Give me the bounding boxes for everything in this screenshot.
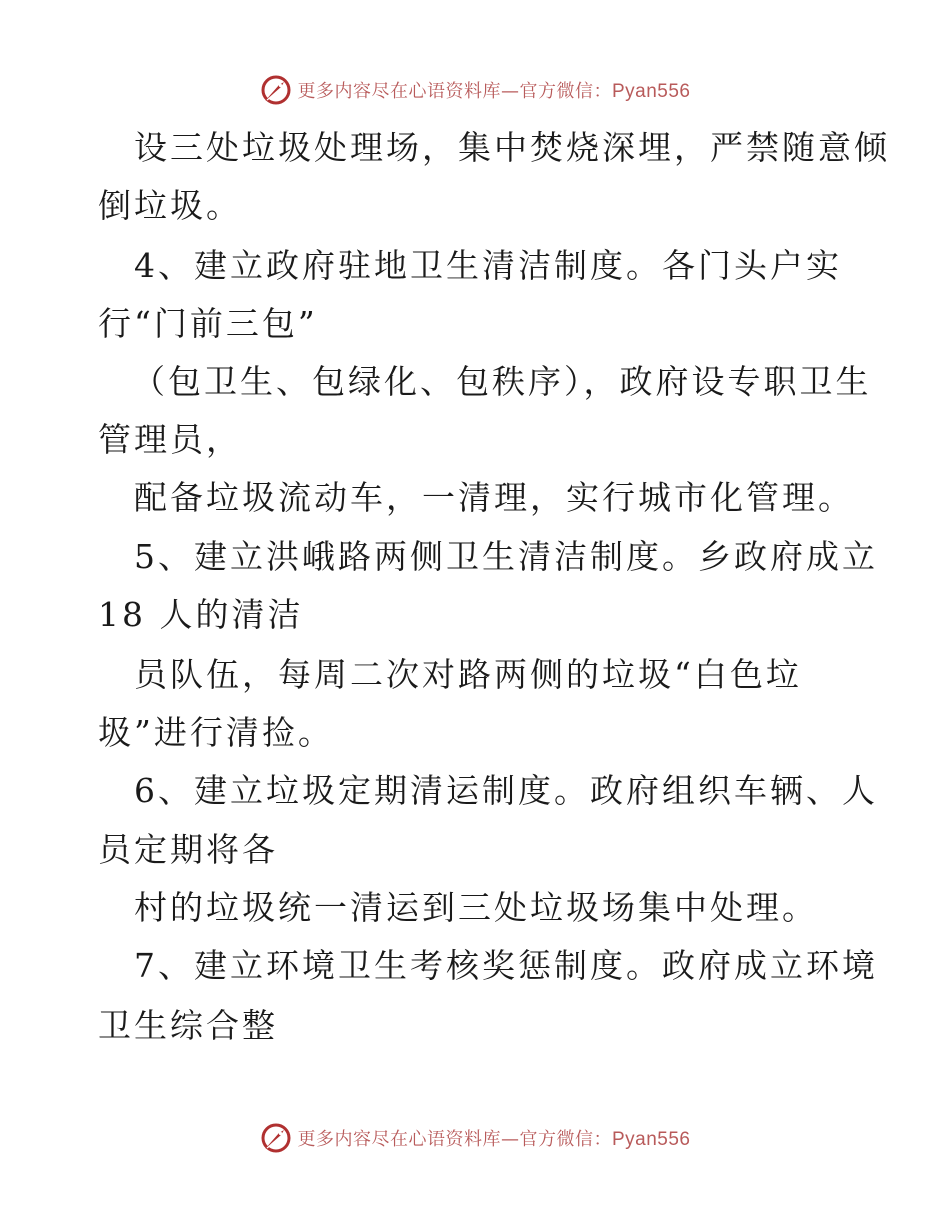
pen-nib-logo-icon: [259, 73, 293, 107]
text-line: 管理员，: [98, 420, 242, 459]
text-line: 配备垃圾流动车，一清理，实行城市化管理。: [134, 478, 854, 517]
text-line: 村的垃圾统一清运到三处垃圾场集中处理。: [134, 888, 818, 927]
text-line: 设三处垃圾处理场，集中焚烧深埋，严禁随意倾: [134, 128, 890, 167]
banner-label: 更多内容尽在心语资料库—官方微信：: [297, 1129, 612, 1150]
text-line: 4、建立政府驻地卫生清洁制度。各门头户实: [134, 246, 842, 285]
footer-banner: [0, 1118, 950, 1158]
text-line: 6、建立垃圾定期清运制度。政府组织车辆、人: [134, 771, 878, 810]
text-line: 圾”进行清捡。: [98, 713, 334, 752]
text-line: 卫生综合整: [98, 1006, 278, 1045]
text-line: 5、建立洪峨路两侧卫生清洁制度。乡政府成立: [134, 537, 878, 576]
text-line: 员定期将各: [98, 830, 278, 869]
banner-label: 更多内容尽在心语资料库—官方微信：: [297, 81, 612, 102]
banner-wechat-id: Pyan556: [611, 81, 691, 102]
banner-text: [297, 77, 690, 103]
banner-wechat-id: Pyan556: [611, 1129, 691, 1150]
text-line: 7、建立环境卫生考核奖惩制度。政府成立环境: [134, 946, 878, 985]
banner-text: [297, 1125, 690, 1151]
text-line: （包卫生、包绿化、包秩序），政府设专职卫生: [132, 362, 872, 401]
text-line: 行“门前三包”: [98, 304, 318, 343]
text-line: 18 人的清洁: [98, 595, 304, 634]
header-banner: [0, 70, 950, 110]
pen-nib-logo-icon: [259, 1121, 293, 1155]
text-line: 倒垃圾。: [98, 186, 242, 225]
text-line: 员队伍，每周二次对路两侧的垃圾“白色垃: [134, 655, 802, 694]
